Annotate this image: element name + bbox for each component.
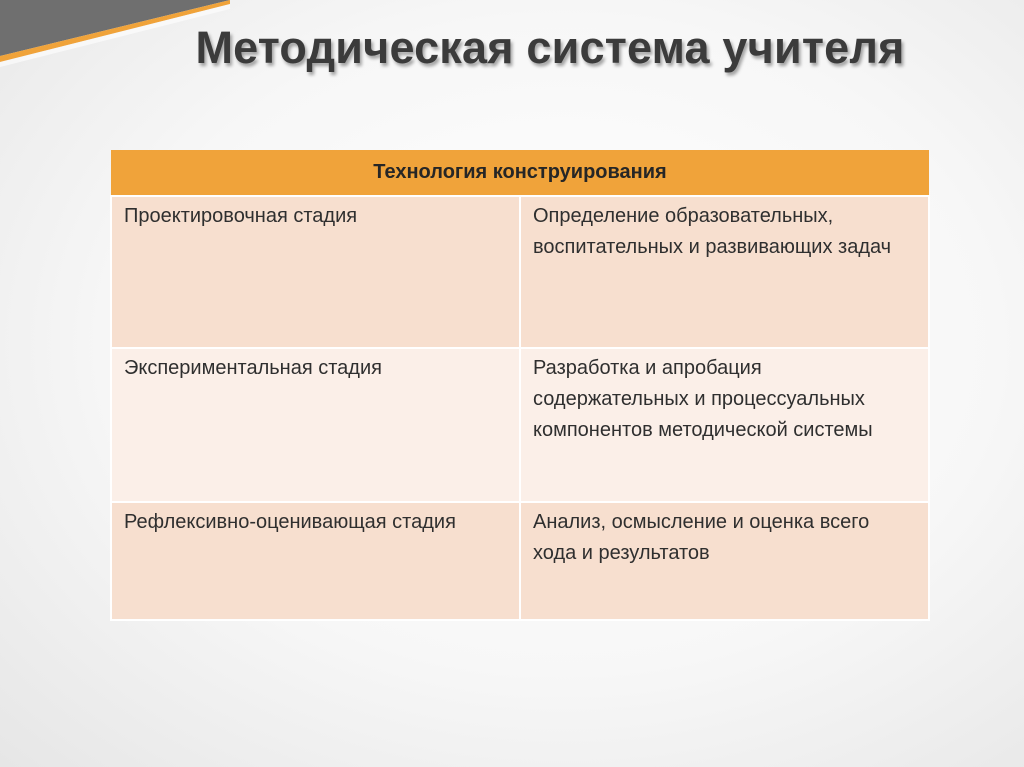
technology-table bbox=[110, 150, 930, 621]
table-row bbox=[111, 502, 929, 620]
slide-title: Методическая система учителя bbox=[195, 22, 905, 73]
description-cell: Разработка и апробация содержательных и процессуальных компонентов методической системы bbox=[520, 348, 929, 502]
description-cell: Анализ, осмысление и оценка всего хода и результатов bbox=[520, 502, 929, 620]
stage-cell: Рефлексивно-оценивающая стадия bbox=[111, 502, 520, 620]
table-header: Технология конструирования bbox=[111, 150, 929, 196]
description-cell: Определение образовательных, воспитательных и развивающих задач bbox=[520, 196, 929, 348]
stage-cell: Экспериментальная стадия bbox=[111, 348, 520, 502]
table-row bbox=[111, 348, 929, 502]
table-row bbox=[111, 196, 929, 348]
technology-table-container bbox=[110, 150, 930, 621]
stage-cell: Проектировочная стадия bbox=[111, 196, 520, 348]
table-header-row bbox=[111, 150, 929, 196]
